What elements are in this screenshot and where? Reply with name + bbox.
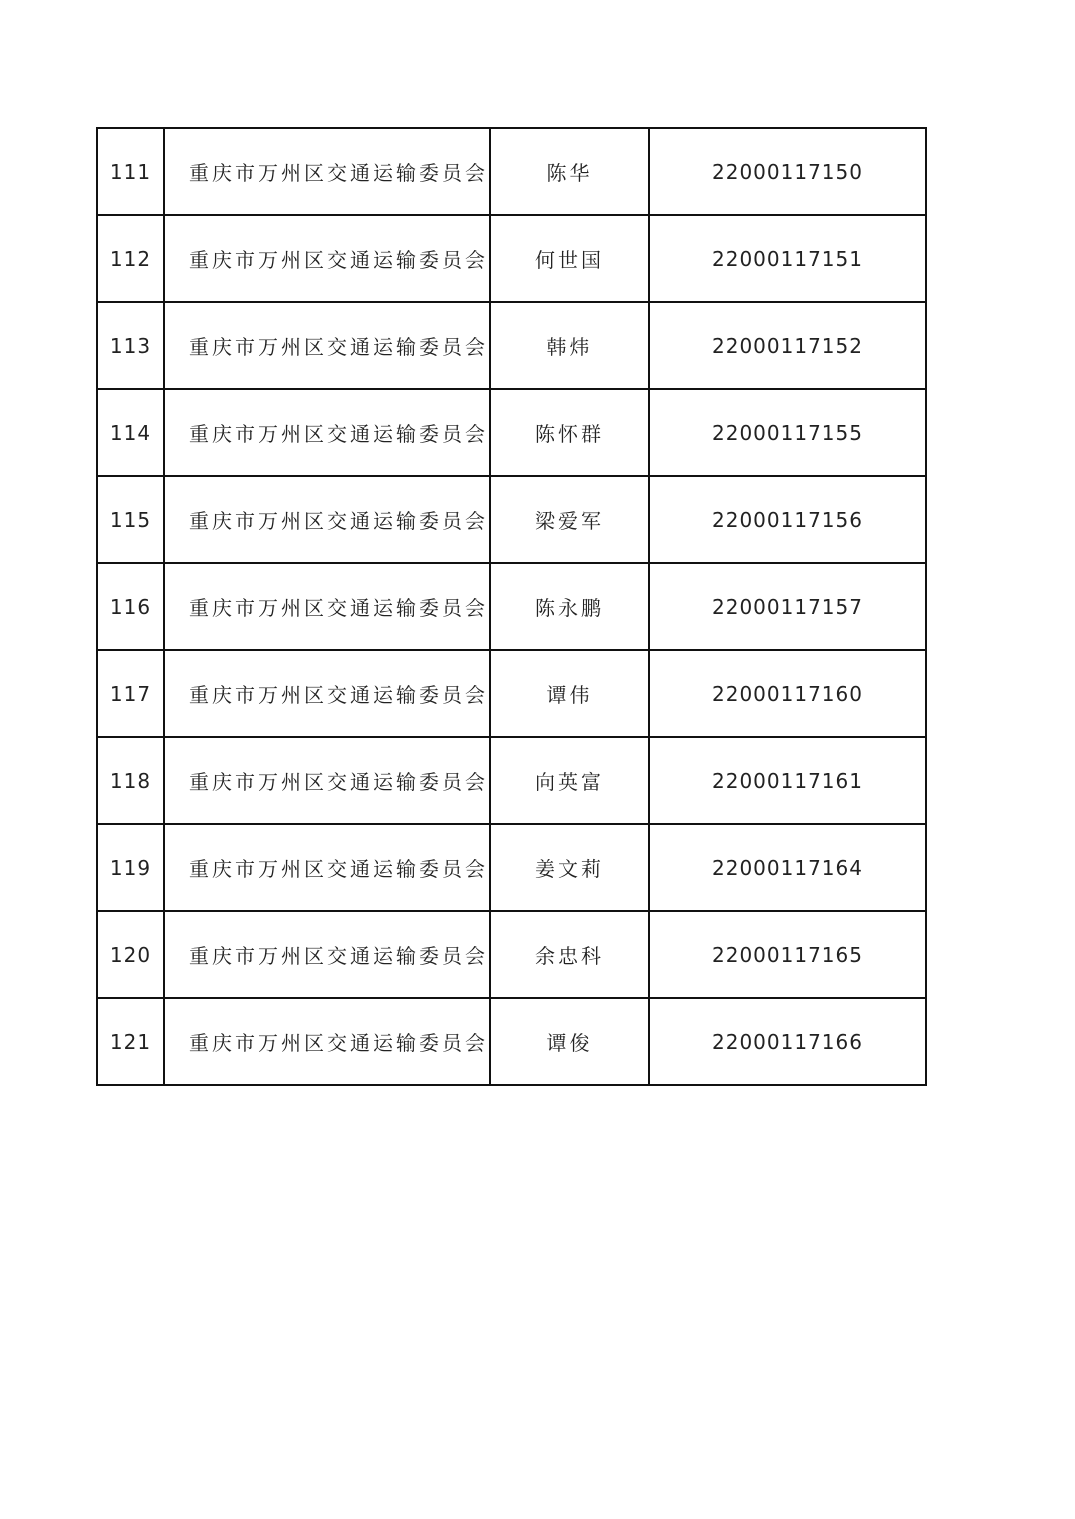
row-name: 梁爱军 [490,476,649,563]
row-index: 120 [97,911,164,998]
row-unit: 重庆市万州区交通运输委员会 [164,824,490,911]
table-row [97,563,926,650]
row-name: 韩炜 [490,302,649,389]
row-number: 22000117152 [649,302,926,389]
table-row [97,824,926,911]
row-index: 118 [97,737,164,824]
row-index: 119 [97,824,164,911]
table-row [97,650,926,737]
row-unit: 重庆市万州区交通运输委员会 [164,128,490,215]
row-unit: 重庆市万州区交通运输委员会 [164,389,490,476]
table-row [97,215,926,302]
row-unit: 重庆市万州区交通运输委员会 [164,650,490,737]
row-index: 111 [97,128,164,215]
row-name: 谭俊 [490,998,649,1085]
row-unit: 重庆市万州区交通运输委员会 [164,302,490,389]
row-number: 22000117160 [649,650,926,737]
row-number: 22000117164 [649,824,926,911]
row-name: 姜文莉 [490,824,649,911]
row-name: 陈永鹏 [490,563,649,650]
row-index: 116 [97,563,164,650]
row-name: 向英富 [490,737,649,824]
table-row [97,302,926,389]
row-index: 117 [97,650,164,737]
row-unit: 重庆市万州区交通运输委员会 [164,476,490,563]
row-unit: 重庆市万州区交通运输委员会 [164,215,490,302]
row-index: 114 [97,389,164,476]
row-number: 22000117157 [649,563,926,650]
table-row [97,128,926,215]
roster-table-body [97,128,926,1085]
table-row [97,998,926,1085]
row-number: 22000117151 [649,215,926,302]
table-row [97,476,926,563]
row-number: 22000117166 [649,998,926,1085]
table-row [97,737,926,824]
row-index: 112 [97,215,164,302]
row-name: 陈华 [490,128,649,215]
row-unit: 重庆市万州区交通运输委员会 [164,737,490,824]
row-name: 何世国 [490,215,649,302]
row-unit: 重庆市万州区交通运输委员会 [164,911,490,998]
row-name: 余忠科 [490,911,649,998]
row-number: 22000117150 [649,128,926,215]
roster-table [96,127,927,1086]
row-name: 谭伟 [490,650,649,737]
row-number: 22000117155 [649,389,926,476]
row-name: 陈怀群 [490,389,649,476]
row-number: 22000117156 [649,476,926,563]
row-index: 115 [97,476,164,563]
row-index: 121 [97,998,164,1085]
row-number: 22000117165 [649,911,926,998]
row-index: 113 [97,302,164,389]
table-row [97,389,926,476]
row-number: 22000117161 [649,737,926,824]
row-unit: 重庆市万州区交通运输委员会 [164,998,490,1085]
table-row [97,911,926,998]
row-unit: 重庆市万州区交通运输委员会 [164,563,490,650]
